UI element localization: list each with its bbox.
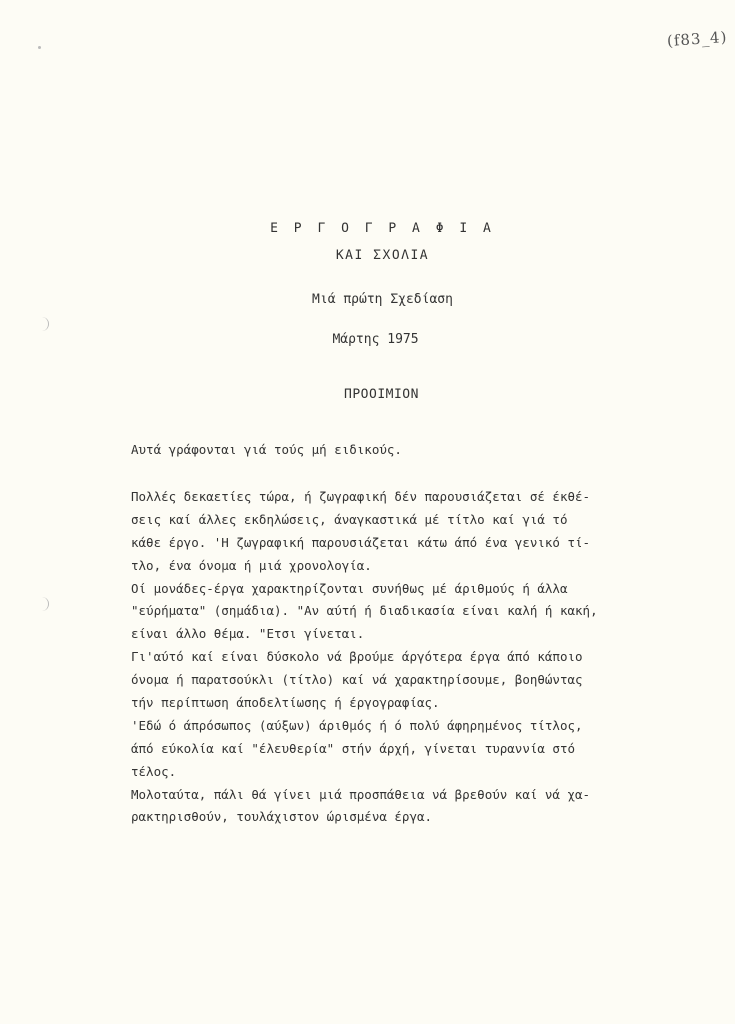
body-line: 'Εδώ ό άπρόσωπος (αύξων) άριθμός ή ό πολύ άφηρημένος τίτλος,: [131, 717, 583, 733]
section-heading: ΠΡΟΟΙΜΙΟΝ: [344, 387, 419, 402]
body-line: όνομα ή παρατσούκλι (τίτλο) καί νά χαρακτηρίσουμε, βοηθώντας: [131, 672, 583, 688]
document-title-line-1: Ε Ρ Γ Ο Γ Ρ Α Φ Ι Α: [270, 221, 495, 236]
punch-hole-mark: [38, 317, 49, 331]
body-line: τήν περίπτωση άποδελτίωσης ή έργογραφίας.: [131, 695, 440, 711]
handwritten-annotation: (f83_4): [666, 27, 728, 51]
body-line: άπό εύκολία καί "έλευθερία" στήν άρχή, γίνεται τυραννία στό: [131, 740, 576, 756]
document-date: Μάρτης 1975: [332, 332, 419, 347]
body-paragraphs: [131, 486, 621, 829]
body-line: "εύρήματα" (σημάδια). "Αν αύτή ή διαδικασία είναι καλή ή κακή,: [131, 603, 598, 619]
body-line: τέλος.: [131, 763, 177, 779]
paper-speck: [38, 46, 41, 49]
body-line: κάθε έργο. 'Η ζωγραφική παρουσιάζεται κάτω άπό ένα γενικό τί-: [131, 534, 591, 550]
document-title-line-2: ΚΑΙ ΣΧΟΛΙΑ: [335, 248, 430, 263]
body-line: ρακτηρισθούν, τουλάχιστον ώρισμένα έργα.: [131, 809, 433, 825]
body-line: Πολλές δεκαετίες τώρα, ή ζωγραφική δέν παρουσιάζεται σέ έκθέ-: [131, 489, 591, 504]
punch-hole-mark: [38, 597, 49, 611]
body-line: Οί μονάδες-έργα χαρακτηρίζονται συνήθως μέ άριθμούς ή άλλα: [131, 580, 568, 596]
document-subtitle: Μιά πρώτη Σχεδίαση: [312, 292, 453, 307]
body-line: είναι άλλο θέμα. "Ετσι γίνεται.: [131, 626, 365, 642]
body-line: σεις καί άλλες εκδηλώσεις, άναγκαστικά μέ τίτλο καί γιά τό: [131, 511, 568, 527]
body-line: Μολοταύτα, πάλι θά γίνει μιά προσπάθεια νά βρεθούν καί νά χα-: [131, 786, 591, 802]
intro-line: Αυτά γράφονται γιά τούς μή ειδικούς.: [131, 442, 402, 457]
body-line: τλο, ένα όνομα ή μιά χρονολογία.: [131, 557, 372, 573]
body-line: Γι'αύτό καί είναι δύσκολο νά βρούμε άργότερα έργα άπό κάποιο: [131, 649, 583, 665]
